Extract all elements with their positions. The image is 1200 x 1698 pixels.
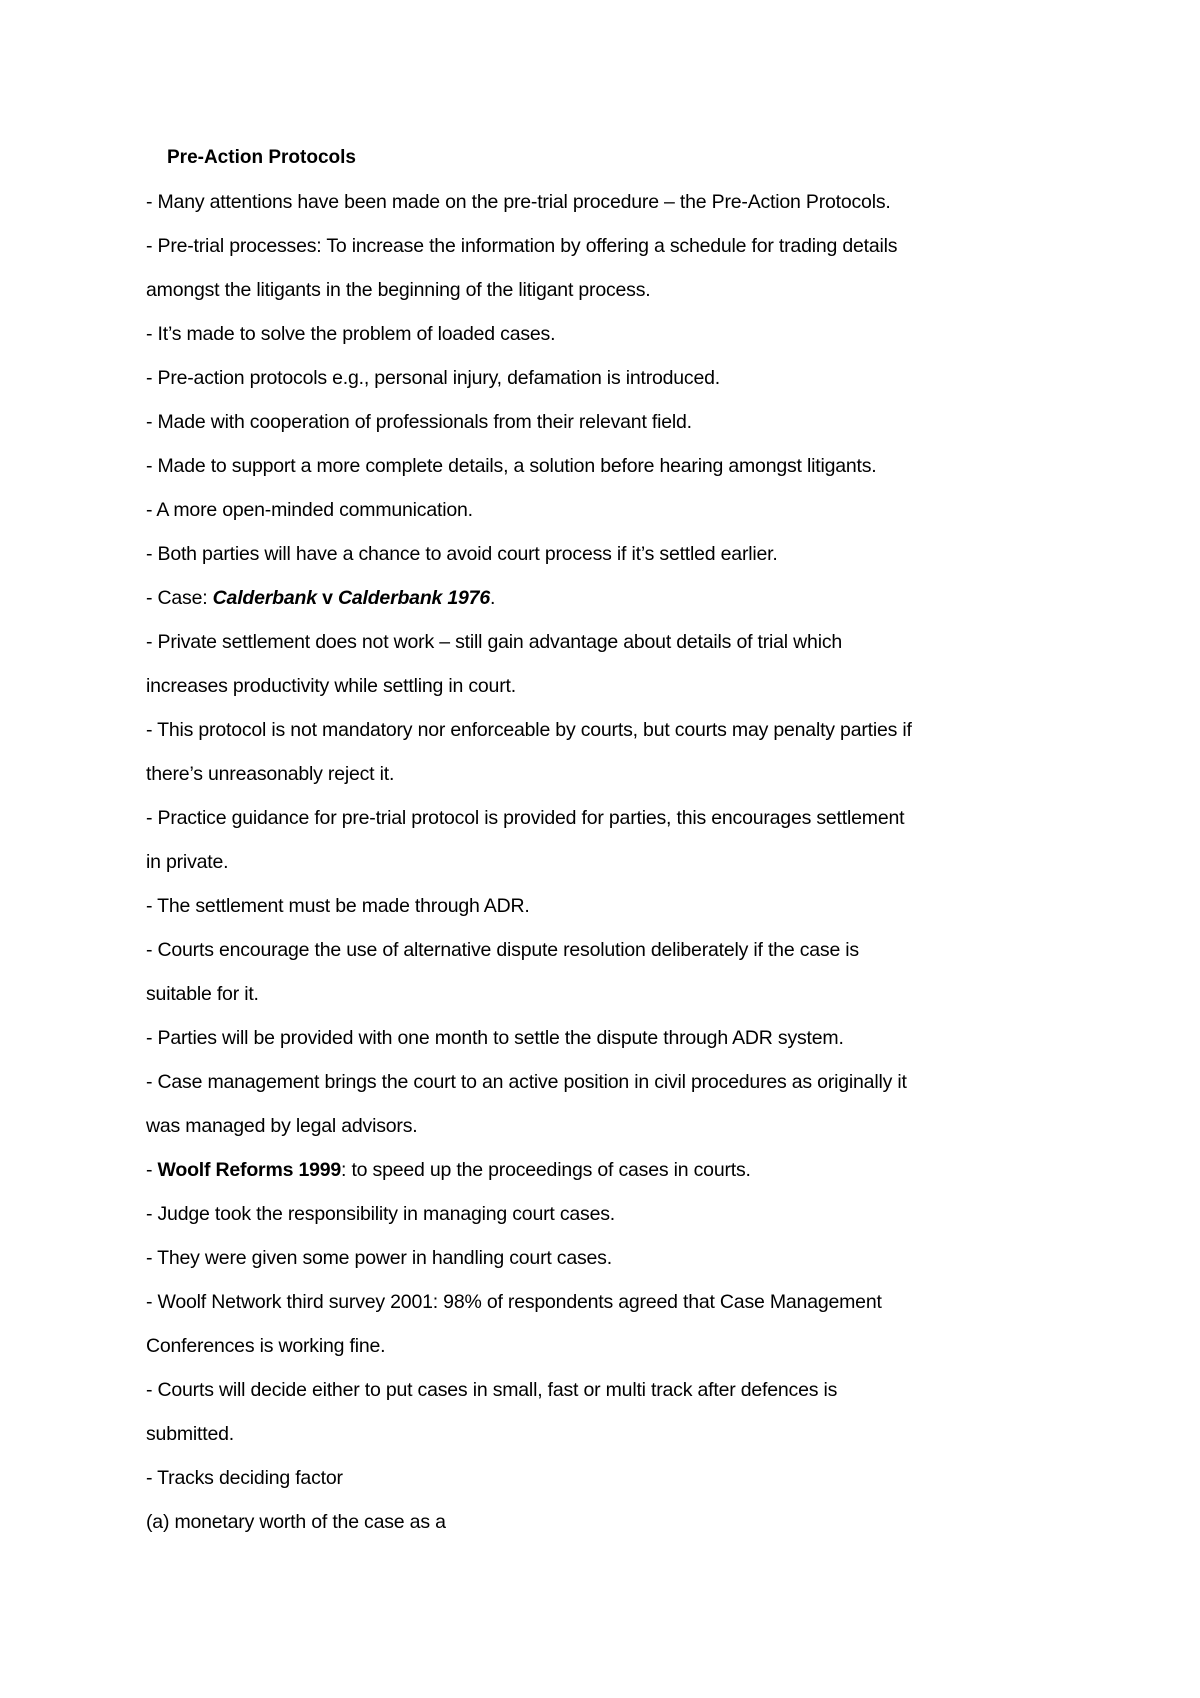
woolf-prefix: - [146, 1159, 158, 1181]
text-line: - Woolf Network third survey 2001: 98% of respondents agreed that Case Management [146, 1291, 882, 1313]
text-line: - It’s made to solve the problem of loaded cases. [146, 323, 556, 345]
text-line: - This protocol is not mandatory nor enforceable by courts, but courts may penalty parties if [146, 719, 912, 741]
case-connector: v [316, 587, 338, 609]
text-line: - Tracks deciding factor [146, 1467, 343, 1489]
case-suffix: . [489, 587, 496, 609]
text-line: - Pre-action protocols e.g., personal injury, defamation is introduced. [146, 367, 720, 389]
text-line: - Pre-trial processes: To increase the information by offering a schedule for trading details [146, 235, 898, 257]
woolf-reforms-title: Woolf Reforms 1999 [157, 1159, 342, 1181]
text-line: - Private settlement does not work – still gain advantage about details of trial which [146, 631, 843, 653]
woolf-reforms-line [146, 1158, 751, 1182]
page-title: Pre-Action Protocols [167, 147, 356, 168]
text-line: - Case management brings the court to an active position in civil procedures as originally it [146, 1071, 907, 1093]
text-line: was managed by legal advisors. [146, 1115, 418, 1137]
case-party-a: Calderbank [212, 587, 317, 609]
text-line: - Judge took the responsibility in managing court cases. [146, 1203, 615, 1225]
text-line: increases productivity while settling in court. [146, 675, 516, 697]
text-line: - Courts encourage the use of alternative dispute resolution deliberately if the case is [146, 939, 859, 961]
text-line: - Many attentions have been made on the pre-trial procedure – the Pre-Action Protocols. [146, 191, 891, 213]
text-line: in private. [146, 851, 229, 873]
text-line: - The settlement must be made through ADR. [146, 895, 530, 917]
case-party-b: Calderbank 1976 [337, 587, 490, 609]
text-line: (a) monetary worth of the case as a [146, 1511, 446, 1533]
text-line: - They were given some power in handling court cases. [146, 1247, 612, 1269]
text-line: there’s unreasonably reject it. [146, 763, 395, 785]
text-line: - Both parties will have a chance to avoid court process if it’s settled earlier. [146, 543, 778, 565]
text-line: amongst the litigants in the beginning of the litigant process. [146, 279, 651, 301]
text-line: - Made with cooperation of professionals from their relevant field. [146, 411, 692, 433]
text-line: - Made to support a more complete details, a solution before hearing amongst litigants. [146, 455, 877, 477]
case-citation-line [146, 586, 495, 610]
text-line: submitted. [146, 1423, 234, 1445]
case-prefix: - Case: [146, 587, 213, 609]
woolf-rest: : to speed up the proceedings of cases in courts. [341, 1159, 751, 1181]
text-line: - Practice guidance for pre-trial protocol is provided for parties, this encourages settlement [146, 807, 905, 829]
text-line: suitable for it. [146, 983, 259, 1005]
text-line: Conferences is working fine. [146, 1335, 386, 1357]
text-line: - A more open-minded communication. [146, 499, 473, 521]
text-line: - Parties will be provided with one month to settle the dispute through ADR system. [146, 1027, 844, 1049]
text-line: - Courts will decide either to put cases in small, fast or multi track after defences is [146, 1379, 838, 1401]
